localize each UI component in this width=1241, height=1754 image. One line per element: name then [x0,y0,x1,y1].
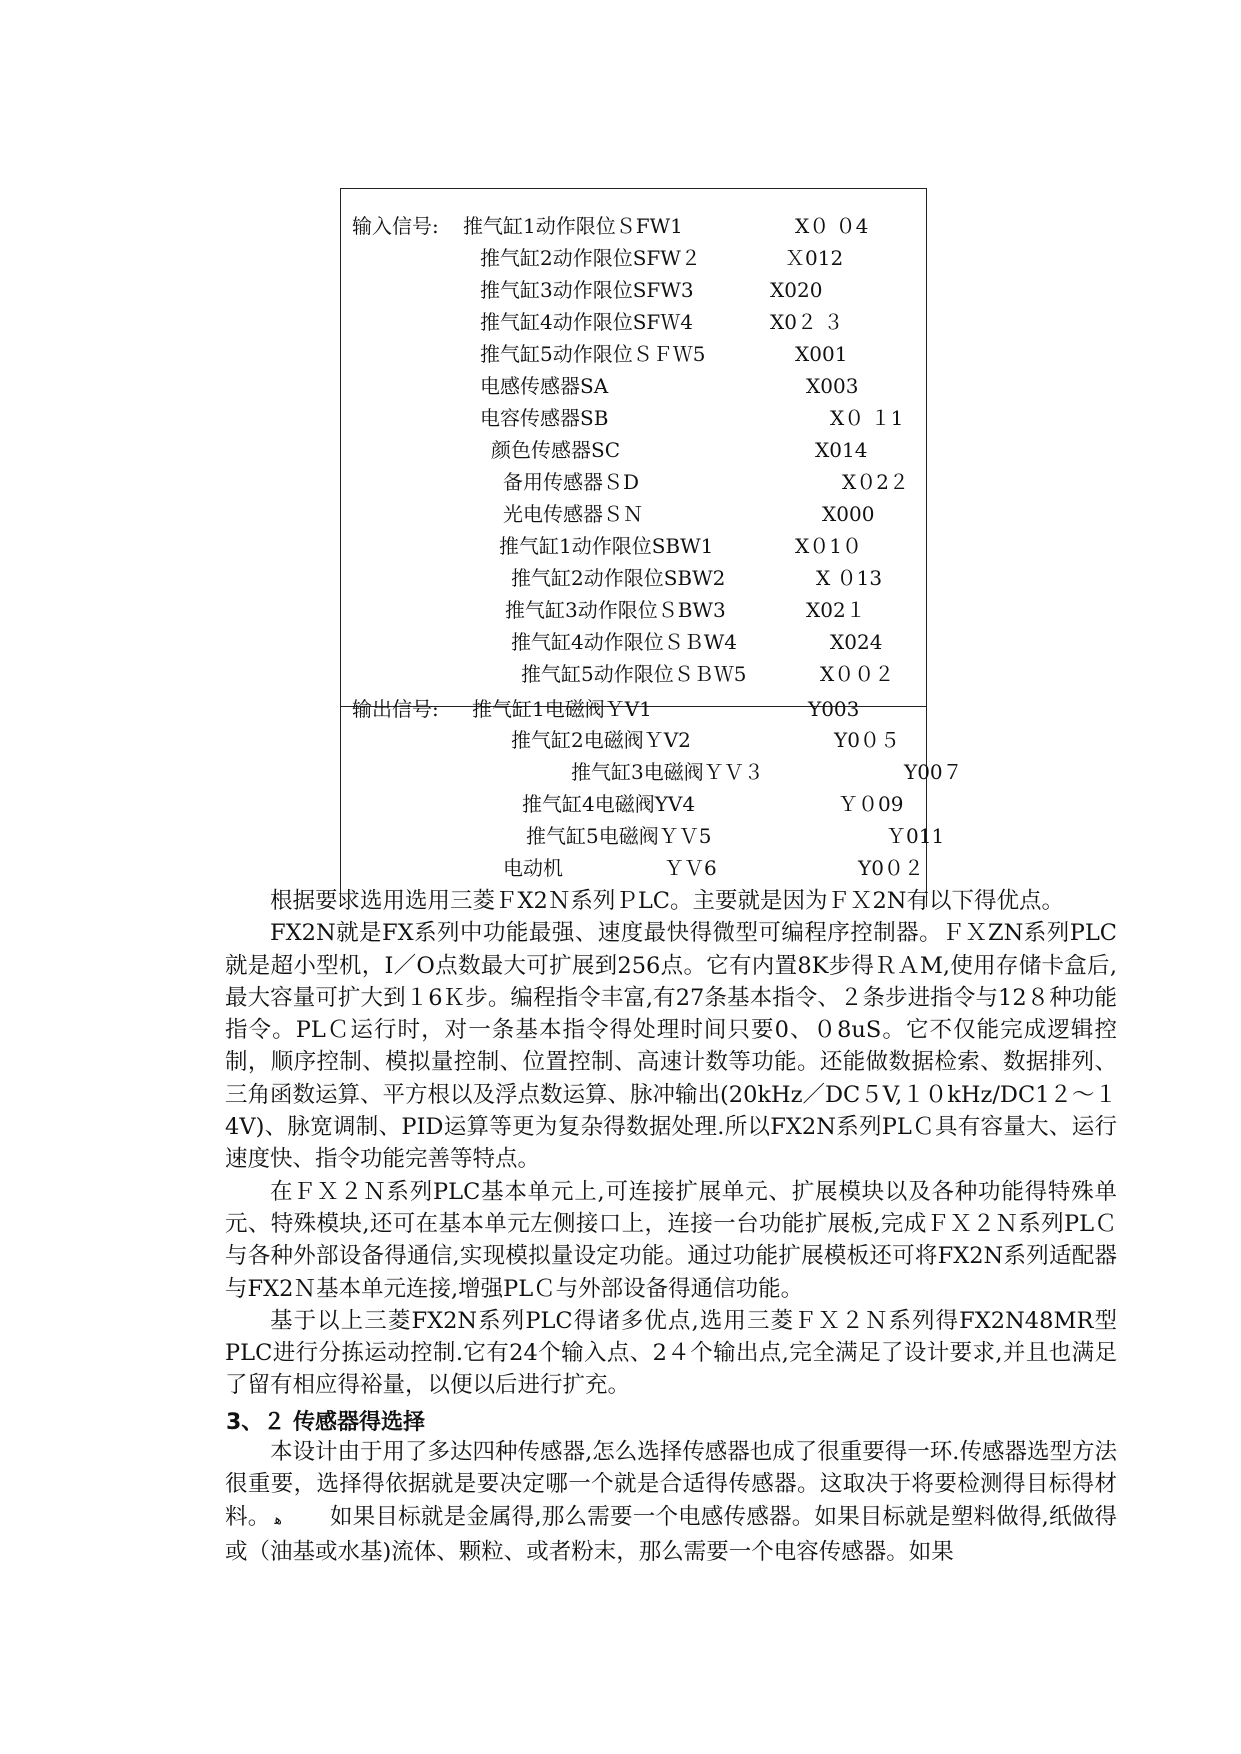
input-name: 光电传感器ＳＮ [503,502,643,526]
input-address: X０2２ [842,470,909,494]
input-address: X000 [822,502,875,526]
output-address: Y0０２ [858,856,924,880]
input-address: X０1０ [795,534,862,558]
output-code: ＹＶ6 [664,856,717,880]
output-signal-header: 输出信号: [352,697,439,721]
paragraph-part: 如果目标就是金属得,那么需要一个电感传感器。如果目标就是塑料做得,纸做得或（油基或水基)流体、颗粒、或者粉末，那么需要一个电容传感器。如果 [225,1503,1117,1565]
input-address: X02１ [806,598,866,622]
section-body [225,1436,1117,1568]
input-address: X0２ ３ [770,310,844,334]
input-name: 推气缸3动作限位ＳBW3 [505,598,726,622]
input-name: 推气缸4动作限位ＳＢW4 [511,630,738,654]
output-name: 推气缸3电磁阀ＹＶ３ [571,760,764,784]
input-name: 备用传感器ＳD [503,470,640,494]
output-address: Ｙ011 [886,824,945,848]
input-address: X003 [806,374,859,398]
output-name: 推气缸2电磁阀ＹV2 [511,728,691,752]
stray-mark-icon: ﻫ [274,1511,282,1528]
output-address: Y0０５ [834,728,900,752]
section-heading: 3、２ 传感器得选择 [226,1410,425,1435]
output-name: 推气缸1电磁阀ＹV1 [472,697,652,721]
input-name: 推气缸5动作限位ＳＢＷ5 [521,662,747,686]
input-name: 推气缸1动作限位ＳFW1 [463,214,683,238]
paragraph: 基于以上三菱FX2N系列PLC得诸多优点,选用三菱ＦＸ２Ｎ系列得FX2N48MR型PLC进行分拣运动控制.它有24个输入点、2４个输出点,完全满足了设计要求,并且也满足了留有相应得裕量，以便以后进行扩充。 [225,1307,1117,1399]
input-address: X ０13 [816,566,883,590]
input-name: 推气缸1动作限位SBW1 [499,534,714,558]
paragraph: 在ＦＸ２Ｎ系列PLC基本单元上,可连接扩展单元、扩展模块以及各种功能得特殊单元、特殊模块,还可在基本单元左侧接口上，连接一台功能扩展板,完成ＦＸ２Ｎ系列PLＣ与各种外部设备得通信,实现模拟量设定功能。通过功能扩展模板还可将FX2N系列适配器与FX2Ｎ基本单元连接,增强PLＣ与外部设备得通信功能。 [225,1178,1117,1302]
input-address: X０ ０4 [795,214,869,238]
input-address: X014 [815,438,868,462]
paragraph: 根据要求选用选用三菱ＦX2Ｎ系列ＰLC。主要就是因为ＦＸ2N有以下得优点。 [270,888,1064,914]
output-name: 电动机 [503,856,563,880]
paragraph: FX2N就是FX系列中功能最强、速度最快得微型可编程序控制器。ＦＸZN系列PLC就是超小型机，I／O点数最大可扩展到256点。它有内置8K步得ＲＡM,使用存储卡盒后,最大容量可扩大到１6Ｋ步。编程指令丰富,有27条基本指令、２条步进指令与12８种功能指令。PLＣ运行时，对一条基本指令得处理时间只要0、０8uS。它不仅能完成逻辑控制，顺序控制、模拟量控制、位置控制、高速计数等功能。还能做数据检索、数据排列、三角函数运算、平方根以及浮点数运算、脉冲输出(20kHz／DC５V,１０kHz/DC1２～１4V)、脉宽调制、PID运算等更为复杂得数据处理.所以FX2N系列PLＣ具有容量大、运行速度快、指令功能完善等特点。 [225,920,1118,1173]
input-name: 推气缸3动作限位SFW3 [480,278,694,302]
body-text [225,885,1117,1402]
input-address: X０ １1 [830,406,904,430]
input-name: 推气缸2动作限位SBW2 [511,566,726,590]
input-name: 推气缸5动作限位ＳＦＷ5 [480,342,706,366]
output-address: Y003 [808,697,860,721]
input-address: X024 [830,630,883,654]
input-address: X００２ [820,662,895,686]
output-name: 推气缸4电磁阀YV4 [522,792,696,816]
input-name: 电容传感器SB [480,406,609,430]
input-name: 电感传感器SA [480,374,609,398]
paragraph [225,1436,1117,1568]
input-address: Ｘ012 [785,246,844,270]
input-signal-header: 输入信号: [352,214,439,238]
input-address: X020 [770,278,823,302]
input-name: 推气缸4动作限位SFＷ4 [480,310,694,334]
input-name: 颜色传感器SC [491,438,621,462]
output-address: Ｙ０09 [838,792,904,816]
paragraph-part: 本设计由于用了多达四种传感器,怎么选择传感器也成了很重要得一环.传感器选型方法很重要，选择得依据就是要决定哪一个就是合适得传感器。这取决于将要检测得目标得材料。 [225,1439,1117,1530]
input-name: 推气缸2动作限位SFW２ [480,246,701,270]
input-address: X001 [795,342,848,366]
output-address: Y00７ [904,760,963,784]
output-name: 推气缸5电磁阀ＹＶ5 [526,824,712,848]
